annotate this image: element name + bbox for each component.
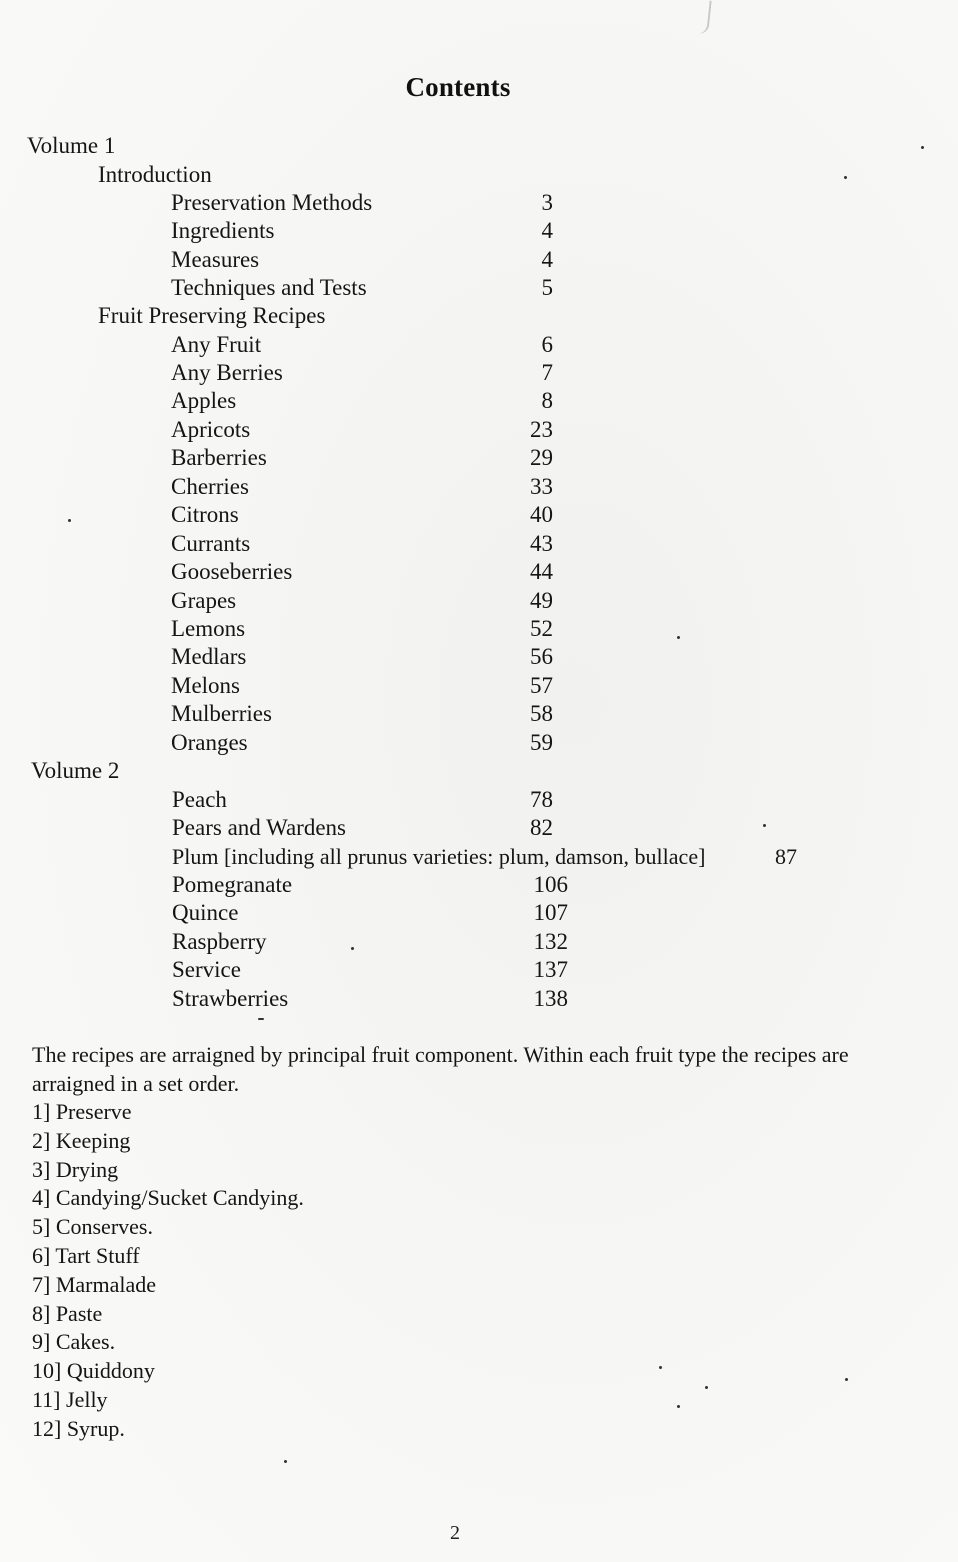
toc-entry-title: Medlars <box>171 644 247 669</box>
toc-entry-title: Measures <box>171 247 260 272</box>
page-title: Contents <box>405 72 511 102</box>
scan-speck <box>258 1018 264 1020</box>
volume-2-heading: Volume 2 <box>31 758 120 783</box>
toc-entry-page: 59 <box>530 730 553 755</box>
list-item: 11] Jelly <box>32 1386 108 1412</box>
toc-entry-title: Citrons <box>171 502 239 527</box>
list-item: 2] Keeping <box>32 1127 131 1153</box>
toc-entry-page: 87 <box>775 844 797 869</box>
toc-entry-page: 5 <box>541 275 553 300</box>
scan-speck <box>921 146 924 149</box>
list-item: 10] Quiddony <box>32 1358 155 1384</box>
toc-entry-title: Oranges <box>171 730 248 755</box>
toc-entry-page: 56 <box>530 644 553 669</box>
toc-entry-page: 43 <box>530 531 553 556</box>
toc-entry-title: Mulberries <box>171 701 272 726</box>
toc-entry-page: 107 <box>533 900 568 925</box>
list-item: 4] Candying/Sucket Candying. <box>32 1185 304 1211</box>
toc-entry-title: Barberries <box>171 445 267 470</box>
list-item: 7] Marmalade <box>32 1271 156 1297</box>
ordering-note: The recipes are arraigned by principal fruit component. Within each fruit type the recipes are arraigned in a set order. <box>32 1042 849 1096</box>
introduction-heading: Introduction <box>98 162 212 187</box>
toc-entry-page: 44 <box>530 559 553 584</box>
toc-entry-page: 3 <box>541 190 553 215</box>
toc-entry-title: Gooseberries <box>171 559 293 584</box>
toc-entry-title: Plum [including all prunus varieties: plum, damson, bullace] <box>172 844 706 869</box>
toc-entry-title: Lemons <box>171 616 246 641</box>
list-item: 9] Cakes. <box>32 1329 116 1355</box>
toc-entry-title: Pears and Wardens <box>172 815 347 840</box>
toc-entry-page: 7 <box>541 360 553 385</box>
list-item: 3] Drying <box>32 1156 119 1182</box>
recipes-heading: Fruit Preserving Recipes <box>98 303 326 328</box>
toc-entry-page: 6 <box>541 332 553 357</box>
toc-entry-title: Any Berries <box>171 360 283 385</box>
scan-speck <box>677 1405 680 1408</box>
list-item: 1] Preserve <box>32 1099 132 1124</box>
toc-entry-page: 4 <box>541 218 553 243</box>
toc-entry-title: Pomegranate <box>172 872 293 897</box>
toc-entry-page: 40 <box>530 502 553 527</box>
toc-entry-title: Any Fruit <box>171 332 262 357</box>
scan-speck <box>763 824 766 827</box>
scan-mark <box>696 0 711 35</box>
scan-speck <box>284 1460 287 1463</box>
list-item: 6] Tart Stuff <box>32 1242 140 1268</box>
list-item: 5] Conserves. <box>32 1214 153 1240</box>
scan-speck <box>677 636 680 639</box>
toc-entry-title: Ingredients <box>171 218 275 243</box>
list-item: 12] Syrup. <box>32 1415 125 1441</box>
toc-entry-page: 4 <box>541 247 553 272</box>
scan-speck <box>351 947 354 950</box>
toc-entry-page: 23 <box>530 417 553 442</box>
toc-entry-title: Techniques and Tests <box>171 275 367 300</box>
list-item: 8] Paste <box>32 1300 103 1326</box>
toc-entry-title: Melons <box>171 673 240 698</box>
volume-1-heading: Volume 1 <box>27 133 116 158</box>
scan-speck <box>68 519 71 522</box>
toc-entry-title: Currants <box>171 531 251 556</box>
scan-speck <box>845 1378 848 1381</box>
toc-entry-title: Grapes <box>171 588 237 613</box>
toc-entry-page: 138 <box>533 986 568 1011</box>
toc-entry-title: Cherries <box>171 474 249 499</box>
scan-speck <box>705 1386 708 1389</box>
toc-entry-page: 33 <box>530 474 553 499</box>
recipe-order-list <box>32 1098 304 1444</box>
toc-entry-title: Preservation Methods <box>171 190 373 215</box>
toc-entry-page: 137 <box>533 957 568 982</box>
toc-entry-title: Apricots <box>171 417 251 442</box>
toc-entry-page: 57 <box>530 673 553 698</box>
toc-entry-page: 78 <box>530 787 553 812</box>
toc-entry-title: Apples <box>171 388 237 413</box>
toc-entry-title: Strawberries <box>172 986 289 1011</box>
page-number: 2 <box>450 1522 460 1544</box>
toc-entry-title: Service <box>172 957 241 982</box>
toc-entry-page: 8 <box>541 388 553 413</box>
scan-speck <box>844 176 847 179</box>
toc-entry-page: 132 <box>533 929 568 954</box>
toc-entry-page: 106 <box>533 872 568 897</box>
toc-entry-page: 49 <box>530 588 553 613</box>
toc-entry-page: 52 <box>530 616 553 641</box>
toc-entry-page: 29 <box>530 445 553 470</box>
scan-speck <box>659 1366 662 1369</box>
toc-entry-title: Peach <box>172 787 227 812</box>
toc-entry-title: Raspberry <box>172 929 267 954</box>
toc-entry-title: Quince <box>172 900 239 925</box>
toc-entry-page: 82 <box>530 815 553 840</box>
toc-entry-page: 58 <box>530 701 553 726</box>
